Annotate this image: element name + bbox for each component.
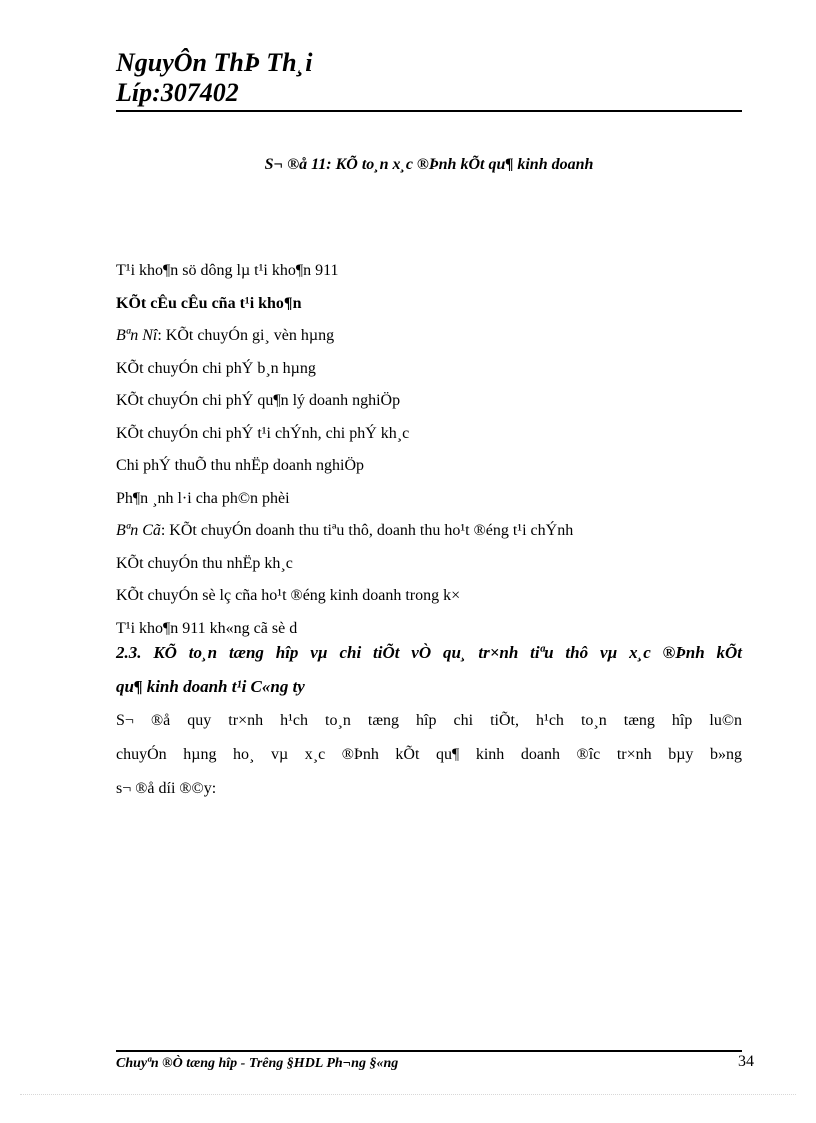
account-structure-list: [116, 255, 742, 645]
author-name: NguyÔn ThÞ Th¸i: [116, 48, 313, 77]
section-heading-line: 2.3. KÕ to¸n tæng hîp vµ chi tiÕt vÒ qu¸ tr×nh tiªu thô vµ x¸c ®Þnh kÕt: [116, 643, 742, 662]
debit-side-line: Bªn Nî: KÕt chuyÓn gi¸ vèn hµng: [116, 327, 335, 344]
list-item: Ph¶n ¸nh l·i cha ph©n phèi: [116, 489, 290, 507]
debit-side-label: Bªn Nî: [116, 327, 158, 344]
list-item: T¹i kho¶n 911 kh«ng cã sè d: [116, 619, 298, 637]
page-bottom-edge: [20, 1094, 796, 1095]
paragraph-line: s¬ ®å díi ®©y:: [116, 780, 217, 797]
list-item: Chi phÝ thuÕ thu nhËp doanh nghiÖp: [116, 457, 364, 474]
section-heading-line: qu¶ kinh doanh t¹i C«ng ty: [116, 677, 305, 696]
list-item: KÕt chuyÓn chi phÝ t¹i chÝnh, chi phÝ kh¸c: [116, 424, 410, 442]
list-item: KÕt chuyÓn chi phÝ qu¶n lý doanh nghiÖp: [116, 392, 401, 409]
footer-text: Chuyªn ®Ò tæng hîp - Trêng §HDL Ph¬ng §«ng: [116, 1056, 399, 1071]
credit-side-label: Bªn Cã: [116, 522, 161, 539]
diagram-title: S¬ ®å 11: KÕ to¸n x¸c ®Þnh kÕt qu¶ kinh doanh: [264, 156, 594, 173]
paragraph-line: chuyÓn hµng ho¸ vµ x¸c ®Þnh kÕt qu¶ kinh doanh ®îc tr×nh bµy b»ng: [116, 746, 742, 763]
header-divider: [116, 110, 742, 112]
body-paragraph: [116, 704, 742, 806]
list-item: KÕt chuyÓn sè lç cña ho¹t ®éng kinh doanh trong k×: [116, 587, 461, 604]
structure-heading: KÕt cÊu cÊu cña t¹i kho¶n: [116, 294, 302, 312]
list-item: KÕt chuyÓn thu nhËp kh¸c: [116, 554, 293, 572]
account-line: T¹i kho¶n sö dông lµ t¹i kho¶n 911: [116, 262, 339, 279]
paragraph-line: S¬ ®å quy tr×nh h¹ch to¸n tæng hîp chi tiÕt, h¹ch to¸n tæng hîp lu©n: [116, 712, 742, 729]
list-item: KÕt chuyÓn chi phÝ b¸n hµng: [116, 359, 316, 377]
page-header: [116, 48, 742, 108]
page-number: 34: [738, 1053, 754, 1070]
footer-divider: [116, 1050, 742, 1052]
section-heading: [116, 636, 742, 704]
credit-side-line: Bªn Cã: KÕt chuyÓn doanh thu tiªu thô, doanh thu ho¹t ®éng t¹i chÝnh: [116, 522, 574, 539]
class-code: Líp:307402: [116, 78, 239, 107]
